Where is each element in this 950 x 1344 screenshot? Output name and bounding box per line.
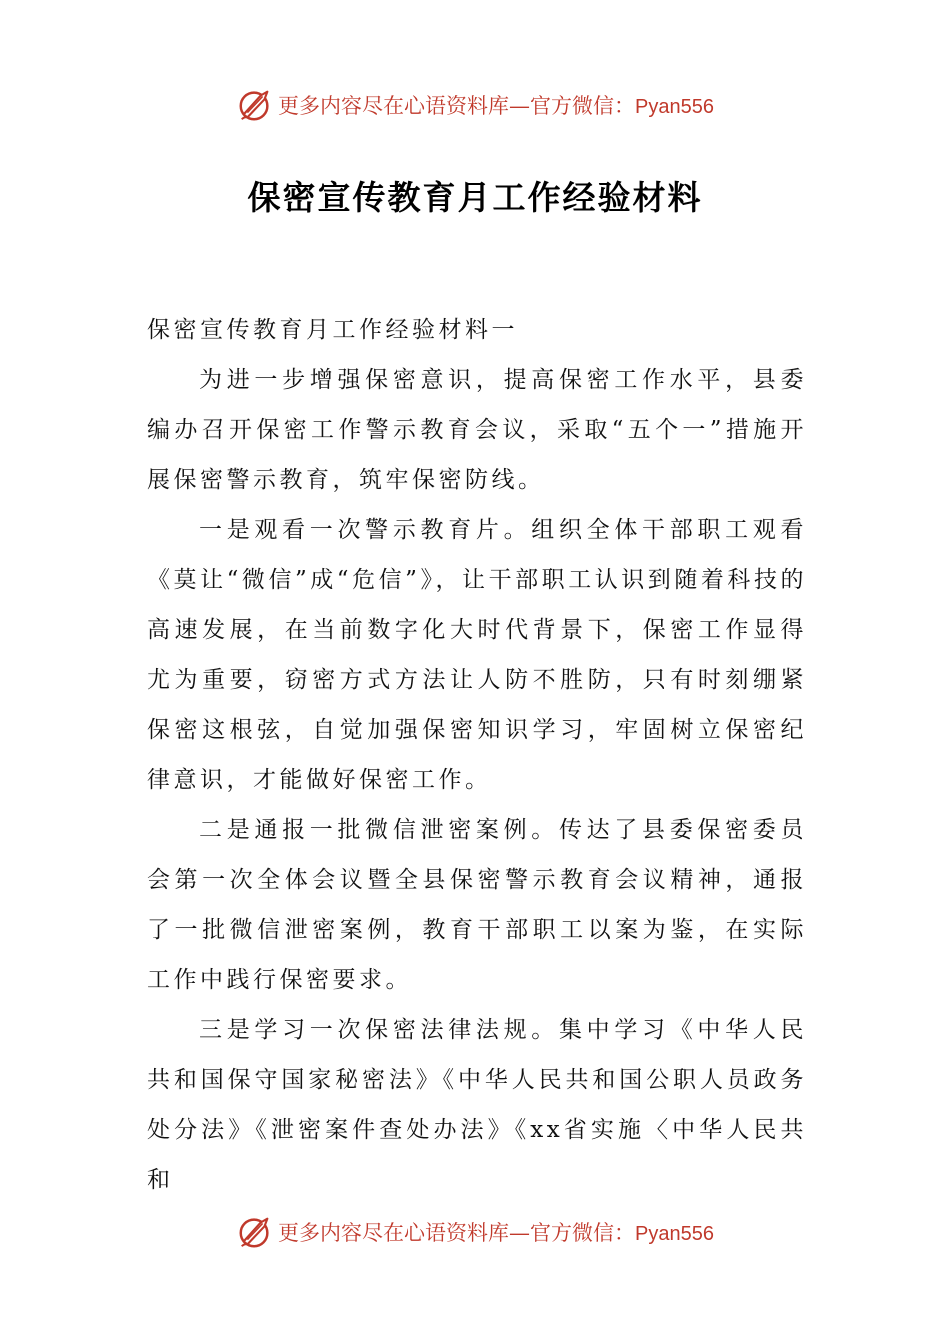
document-body <box>147 305 807 1205</box>
watermark-text <box>278 1217 714 1247</box>
wechat-id: Pyan556 <box>635 1223 714 1245</box>
paragraph-intro: 为进一步增强保密意识，提高保密工作水平，县委编办召开保密工作警示教育会议，采取“五个一”措施开展保密警示教育，筑牢保密防线。 <box>147 367 807 493</box>
pen-nib-logo-icon <box>236 86 274 124</box>
section-subtitle: 保密宣传教育月工作经验材料一 <box>147 317 518 343</box>
header-watermark-banner <box>0 80 950 130</box>
footer-watermark-banner <box>0 1207 950 1257</box>
paragraph-point-1: 一是观看一次警示教育片。组织全体干部职工观看《莫让“微信”成“危信”》，让干部职工认识到随着科技的高速发展，在当前数字化大时代背景下，保密工作显得尤为重要，窃密方式方法让人防不胜防，只有时刻绷紧保密这根弦，自觉加强保密知识学习，牢固树立保密纪律意识，才能做好保密工作。 <box>147 517 807 793</box>
watermark-label: 更多内容尽在心语资料库—官方微信： <box>278 94 636 118</box>
wechat-id: Pyan556 <box>635 96 714 118</box>
watermark-text <box>278 90 714 120</box>
document-title: 保密宣传教育月工作经验材料 <box>247 178 703 217</box>
paragraph-point-2: 二是通报一批微信泄密案例。传达了县委保密委员会第一次全体会议暨全县保密警示教育会议精神，通报了一批微信泄密案例，教育干部职工以案为鉴，在实际工作中践行保密要求。 <box>147 817 807 993</box>
watermark-label: 更多内容尽在心语资料库—官方微信： <box>278 1221 636 1245</box>
paragraph-point-3: 三是学习一次保密法律法规。集中学习《中华人民共和国保守国家秘密法》《中华人民共和国公职人员政务处分法》《泄密案件查处办法》《xx省实施〈中华人民共和 <box>147 1017 807 1193</box>
pen-nib-logo-icon <box>236 1213 274 1251</box>
